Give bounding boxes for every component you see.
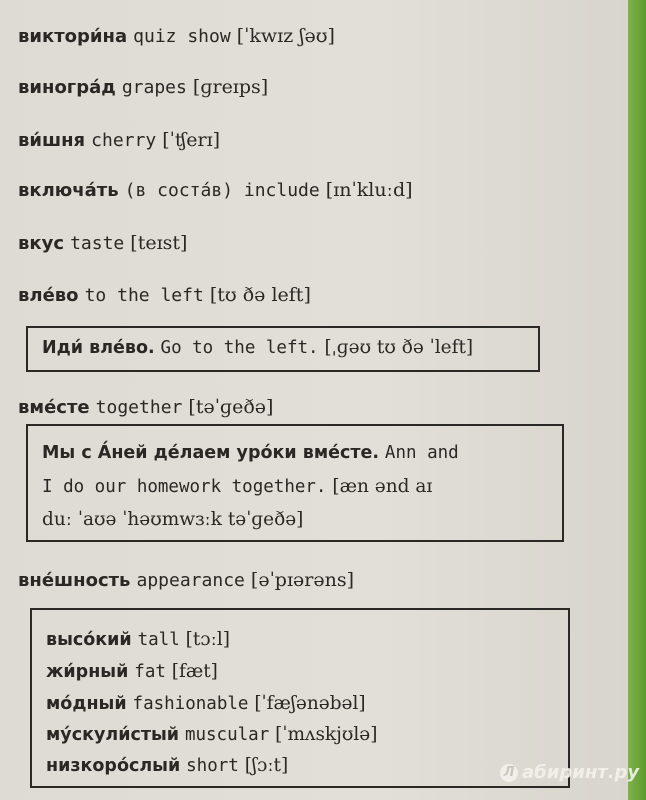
example-box-vlevo bbox=[26, 326, 540, 372]
example-line-1: Мы с А́ней де́лаем уро́ки вме́сте. Ann and bbox=[42, 443, 459, 463]
entry-vmeste: вме́сте together [təˈɡeðə] bbox=[18, 396, 274, 418]
subentry-modnyy: мо́дный fashionable [ˈfæʃənəbəl] bbox=[46, 693, 366, 714]
subentry-vysokiy: высо́кий tall [tɔːl] bbox=[46, 629, 231, 650]
entry-vishnya: ви́шня cherry [ˈʧerɪ] bbox=[18, 129, 221, 151]
entry-vlevo: вле́во to the left [tʊ ðə left] bbox=[18, 284, 311, 306]
subentry-nizkoroslyy: низкоро́слый short [ʃɔːt] bbox=[46, 755, 289, 776]
entry-vneshnost: вне́шность appearance [əˈpɪərəns] bbox=[18, 569, 355, 591]
example-line-3: duː ˈaʊə ˈhəʊmwɜːk təˈɡeðə] bbox=[42, 509, 304, 530]
subentry-muskulistyy: му́скули́стый muscular [ˈmʌskjʊlə] bbox=[46, 724, 378, 745]
entry-viktorina: виктори́на quiz show [ˈkwɪz ʃəʊ] bbox=[18, 25, 335, 47]
example-sentence: Иди́ вле́во. Go to the left. [ˌɡəʊ tʊ ðə ˈleft] bbox=[42, 337, 474, 358]
labirint-watermark: Л абиринт.ру bbox=[500, 762, 639, 783]
green-page-edge bbox=[628, 0, 646, 800]
example-box-vmeste bbox=[26, 424, 564, 542]
subentries-box bbox=[30, 608, 570, 788]
labirint-icon: Л bbox=[500, 764, 518, 782]
entry-vkus: вкус taste [teɪst] bbox=[18, 232, 188, 254]
example-line-2: I do our homework together. [æn ənd aɪ bbox=[42, 476, 433, 497]
subentry-zhirnyy: жи́рный fat [fæt] bbox=[46, 661, 218, 682]
entry-vinograd: виногра́д grapes [ɡreɪps] bbox=[18, 76, 269, 98]
entry-vklyuchat: включа́ть (в соста́в) include [ɪnˈkluːd] bbox=[18, 179, 413, 201]
